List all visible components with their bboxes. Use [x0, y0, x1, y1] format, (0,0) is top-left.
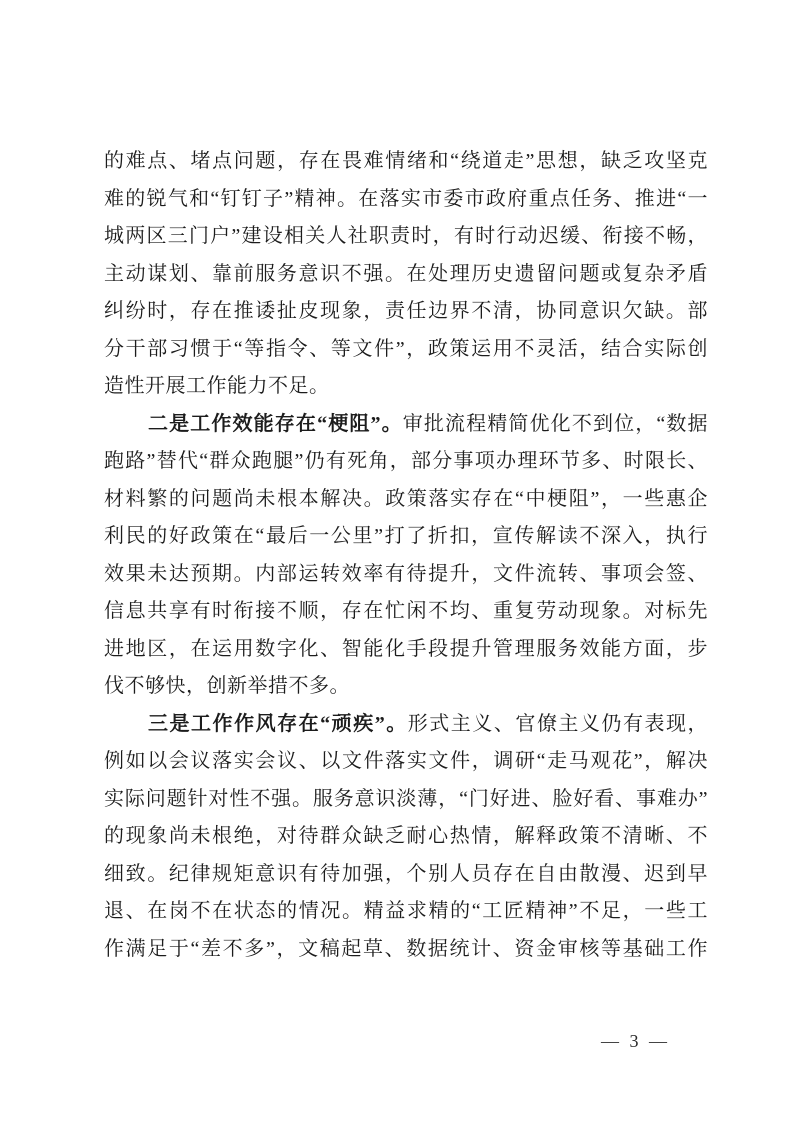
text-line-p3-7: 作满足于“差不多”，文稿起草、数据统计、资金审核等基础工作 — [104, 937, 708, 960]
text-line-p3-2: 例如以会议落实会议、以文件落实文件，调研“走马观花”，解决 — [104, 750, 708, 772]
document-body-text — [104, 143, 708, 968]
text-line-p1-7: 造性开展工作能力不足。 — [104, 375, 330, 397]
text-line-p1-1: 的难点、堵点问题，存在畏难情绪和“绕道走”思想，缺乏攻坚克 — [104, 150, 708, 172]
text-line-p2-6: 信息共享有时衔接不顺，存在忙闲不均、重复劳动现象。对标先 — [104, 600, 708, 622]
text-line-p2-5: 效果未达预期。内部运转效率有待提升，文件流转、事项会签、 — [104, 562, 708, 585]
text-line-p1-3: 城两区三门户”建设相关人社职责时，有时行动迟缓、衔接不畅， — [104, 225, 708, 247]
text-line-p2-1: 二是工作效能存在“梗阻”。审批流程精简优化不到位，“数据 — [148, 412, 708, 435]
page-number: — 3 — — [601, 1031, 670, 1051]
text-line-p1-4: 主动谋划、靠前服务意识不强。在处理历史遗留问题或复杂矛盾 — [104, 262, 708, 285]
text-line-p3-5: 细致。纪律规矩意识有待加强，个别人员存在自由散漫、迟到早 — [104, 862, 708, 885]
text-line-p1-6: 分干部习惯于“等指令、等文件”，政策运用不灵活，结合实际创 — [104, 337, 708, 360]
text-line-p1-5: 纠纷时，存在推诿扯皮现象，责任边界不清，协同意识欠缺。部 — [104, 300, 708, 322]
paragraph-lead-bold: 二是工作效能存在“梗阻”。 — [148, 412, 403, 435]
text-line-p3-3: 实际问题针对性不强。服务意识淡薄，“门好进、脸好看、事难办” — [104, 787, 708, 810]
text-line-p3-1: 三是工作作风存在“顽疾”。形式主义、官僚主义仍有表现， — [148, 712, 708, 735]
text-line-p3-4: 的现象尚未根绝，对待群众缺乏耐心热情，解释政策不清晰、不 — [104, 825, 708, 847]
text-line-p3-6: 退、在岗不在状态的情况。精益求精的“工匠精神”不足，一些工 — [104, 900, 708, 922]
text-line-p1-2: 难的锐气和“钉钉子”精神。在落实市委市政府重点任务、推进“一 — [104, 187, 708, 210]
text-line-p2-7: 进地区，在运用数字化、智能化手段提升管理服务效能方面，步 — [104, 637, 708, 660]
text-line-p2-2: 跑路”替代“群众跑腿”仍有死角，部分事项办理环节多、时限长、 — [104, 450, 708, 472]
text-line-p2-4: 利民的好政策在“最后一公里”打了折扣，宣传解读不深入，执行 — [104, 525, 708, 547]
paragraph-lead-bold: 三是工作作风存在“顽疾”。 — [148, 712, 408, 735]
text-line-p2-3: 材料繁的问题尚未根本解决。政策落实存在“中梗阻”，一些惠企 — [104, 487, 708, 510]
text-line-p2-8: 伐不够快，创新举措不多。 — [104, 675, 350, 697]
